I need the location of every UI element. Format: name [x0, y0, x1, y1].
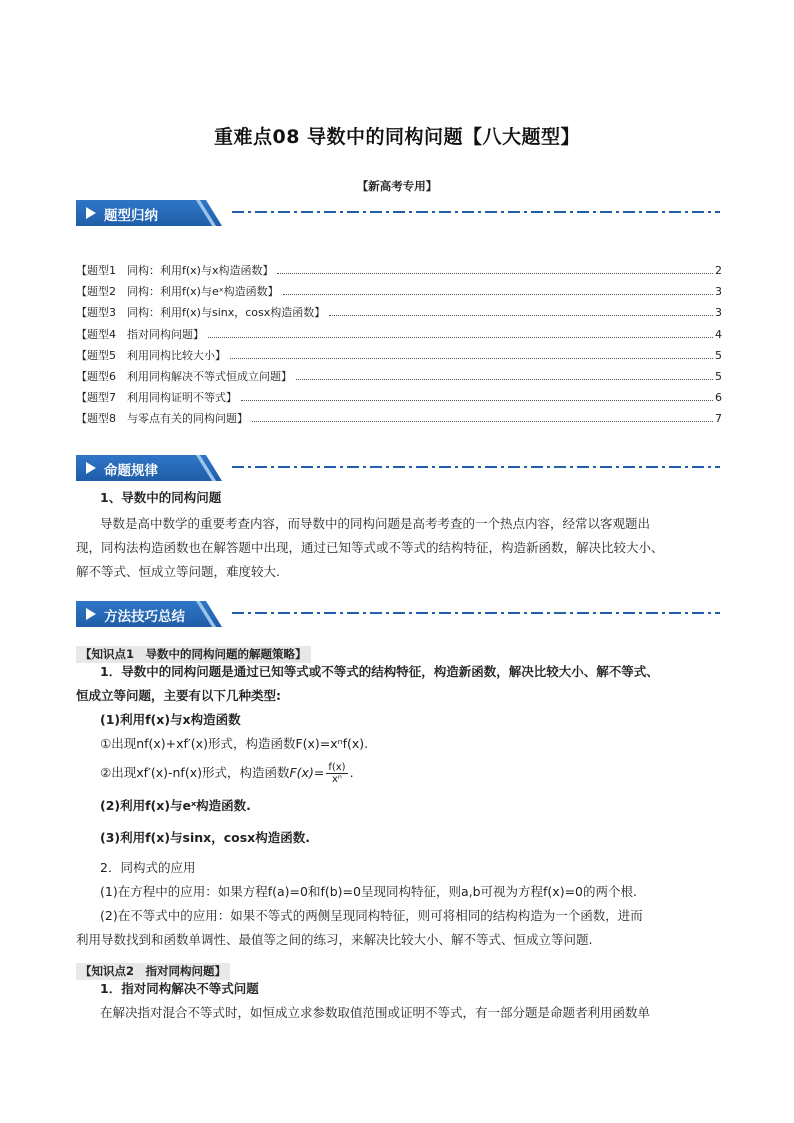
rules-para-1: 导数是高中数学的重要考查内容，而导数中的同构问题是高考考查的一个热点内容，经常以客观题出 — [100, 516, 651, 531]
play-arrow-icon — [86, 608, 96, 620]
toc-row[interactable] — [76, 260, 722, 281]
toc-leader-dots — [329, 314, 713, 316]
section-banner-summary — [76, 200, 720, 226]
type-1-case-b: ②出现xf′(x)-nf(x)形式，构造函数F(x)= $\frac{f(x)}{\text{xⁿ}}$ . — [100, 762, 354, 785]
toc-row[interactable] — [76, 387, 722, 408]
type-1-case-a: ①出现nf(x)+xf′(x)形式，构造函数F(x)=xⁿf(x). — [100, 736, 369, 751]
banner-label: 命题规律 — [104, 463, 158, 479]
application-1: (1)在方程中的应用：如果方程f(a)=0和f(b)=0呈现同构特征，则a,b可视为方程f(x)=0的两个根. — [100, 884, 637, 899]
dash-line — [232, 211, 720, 213]
banner-label: 题型归纳 — [104, 208, 158, 224]
toc-row[interactable] — [76, 408, 722, 429]
toc-entry-text: 【题型5 利用同构比较大小】 — [76, 348, 226, 362]
toc-page-number: 3 — [715, 285, 722, 299]
toc-row[interactable] — [76, 302, 722, 323]
kp2-line-1: 在解决指对混合不等式时，如恒成立求参数取值范围或证明不等式，有一部分题是命题者利用函数单 — [100, 1005, 651, 1020]
toc-entry-text: 【题型7 利用同构证明不等式】 — [76, 391, 237, 405]
type-2-heading: (2)利用f(x)与eˣ构造函数. — [100, 798, 251, 813]
rules-para-3: 解不等式、恒成立等问题，难度较大. — [76, 564, 280, 579]
application-2-line-1: (2)在不等式中的应用：如果不等式的两侧呈现同构特征，则可将相同的结构构造为一个函数，进而 — [100, 908, 643, 923]
toc-leader-dots — [296, 378, 713, 380]
toc-page-number: 6 — [715, 391, 722, 405]
toc-entry-text: 【题型3 同构：利用f(x)与sinx，cosx构造函数】 — [76, 306, 326, 320]
fraction: $\frac{f(x)}{\text{xⁿ}}$ — [328, 762, 346, 785]
type-3-heading: (3)利用f(x)与sinx，cosx构造函数. — [100, 830, 310, 845]
toc-row[interactable] — [76, 366, 722, 387]
toc-entry-text: 【题型6 利用同构解决不等式恒成立问题】 — [76, 370, 292, 384]
toc-leader-dots — [241, 399, 713, 401]
toc-leader-dots — [230, 357, 713, 359]
table-of-contents — [76, 260, 722, 430]
knowledge-point-1-label: 【知识点1 导数中的同构问题的解题策略】 — [76, 646, 311, 663]
type-1-heading: (1)利用f(x)与x构造函数 — [100, 712, 241, 727]
page-subtitle: 【新高考专用】 — [356, 179, 438, 193]
play-arrow-icon — [86, 462, 96, 474]
rules-para-2: 现，同构法构造函数也在解答题中出现，通过已知等式或不等式的结构特征，构造新函数，解决比较大小、 — [76, 540, 664, 555]
rules-heading: 1、导数中的同构问题 — [100, 490, 222, 505]
application-heading: 2．同构式的应用 — [100, 860, 196, 875]
toc-leader-dots — [283, 293, 713, 295]
section-banner-rules — [76, 455, 720, 481]
toc-leader-dots — [208, 336, 713, 338]
toc-entry-text: 【题型1 同构：利用f(x)与x构造函数】 — [76, 264, 274, 277]
toc-page-number: 7 — [715, 412, 722, 426]
toc-entry-text: 【题型8 与零点有关的同构问题】 — [76, 412, 248, 426]
toc-page-number: 5 — [715, 348, 722, 362]
section-banner-methods — [76, 601, 720, 627]
kp2-heading: 1．指对同构解决不等式问题 — [100, 981, 259, 996]
toc-page-number: 3 — [715, 306, 722, 320]
kp1-line-1: 1．导数中的同构问题是通过已知等式或不等式的结构特征，构造新函数，解决比较大小、解不等式、 — [100, 664, 659, 679]
play-arrow-icon — [86, 207, 96, 219]
dash-line — [232, 612, 720, 614]
toc-row[interactable] — [76, 281, 722, 302]
toc-leader-dots — [252, 420, 713, 422]
toc-entry-text: 【题型4 指对同构问题】 — [76, 327, 204, 341]
toc-page-number: 2 — [715, 264, 722, 277]
toc-row[interactable] — [76, 345, 722, 366]
page-title: 重难点08 导数中的同构问题【八大题型】 — [213, 126, 581, 148]
knowledge-point-2-label: 【知识点2 指对同构问题】 — [76, 963, 230, 980]
toc-entry-text: 【题型2 同构：利用f(x)与eˣ构造函数】 — [76, 285, 279, 299]
toc-page-number: 4 — [715, 327, 722, 341]
toc-leader-dots — [277, 272, 713, 274]
banner-label: 方法技巧总结 — [104, 609, 185, 625]
kp1-line-2: 恒成立等问题，主要有以下几种类型: — [76, 688, 281, 703]
toc-page-number: 5 — [715, 370, 722, 384]
application-2-line-2: 利用导数找到和函数单调性、最值等之间的练习，来解决比较大小、解不等式、恒成立等问题. — [76, 932, 593, 947]
dash-line — [232, 466, 720, 468]
toc-row[interactable] — [76, 324, 722, 345]
